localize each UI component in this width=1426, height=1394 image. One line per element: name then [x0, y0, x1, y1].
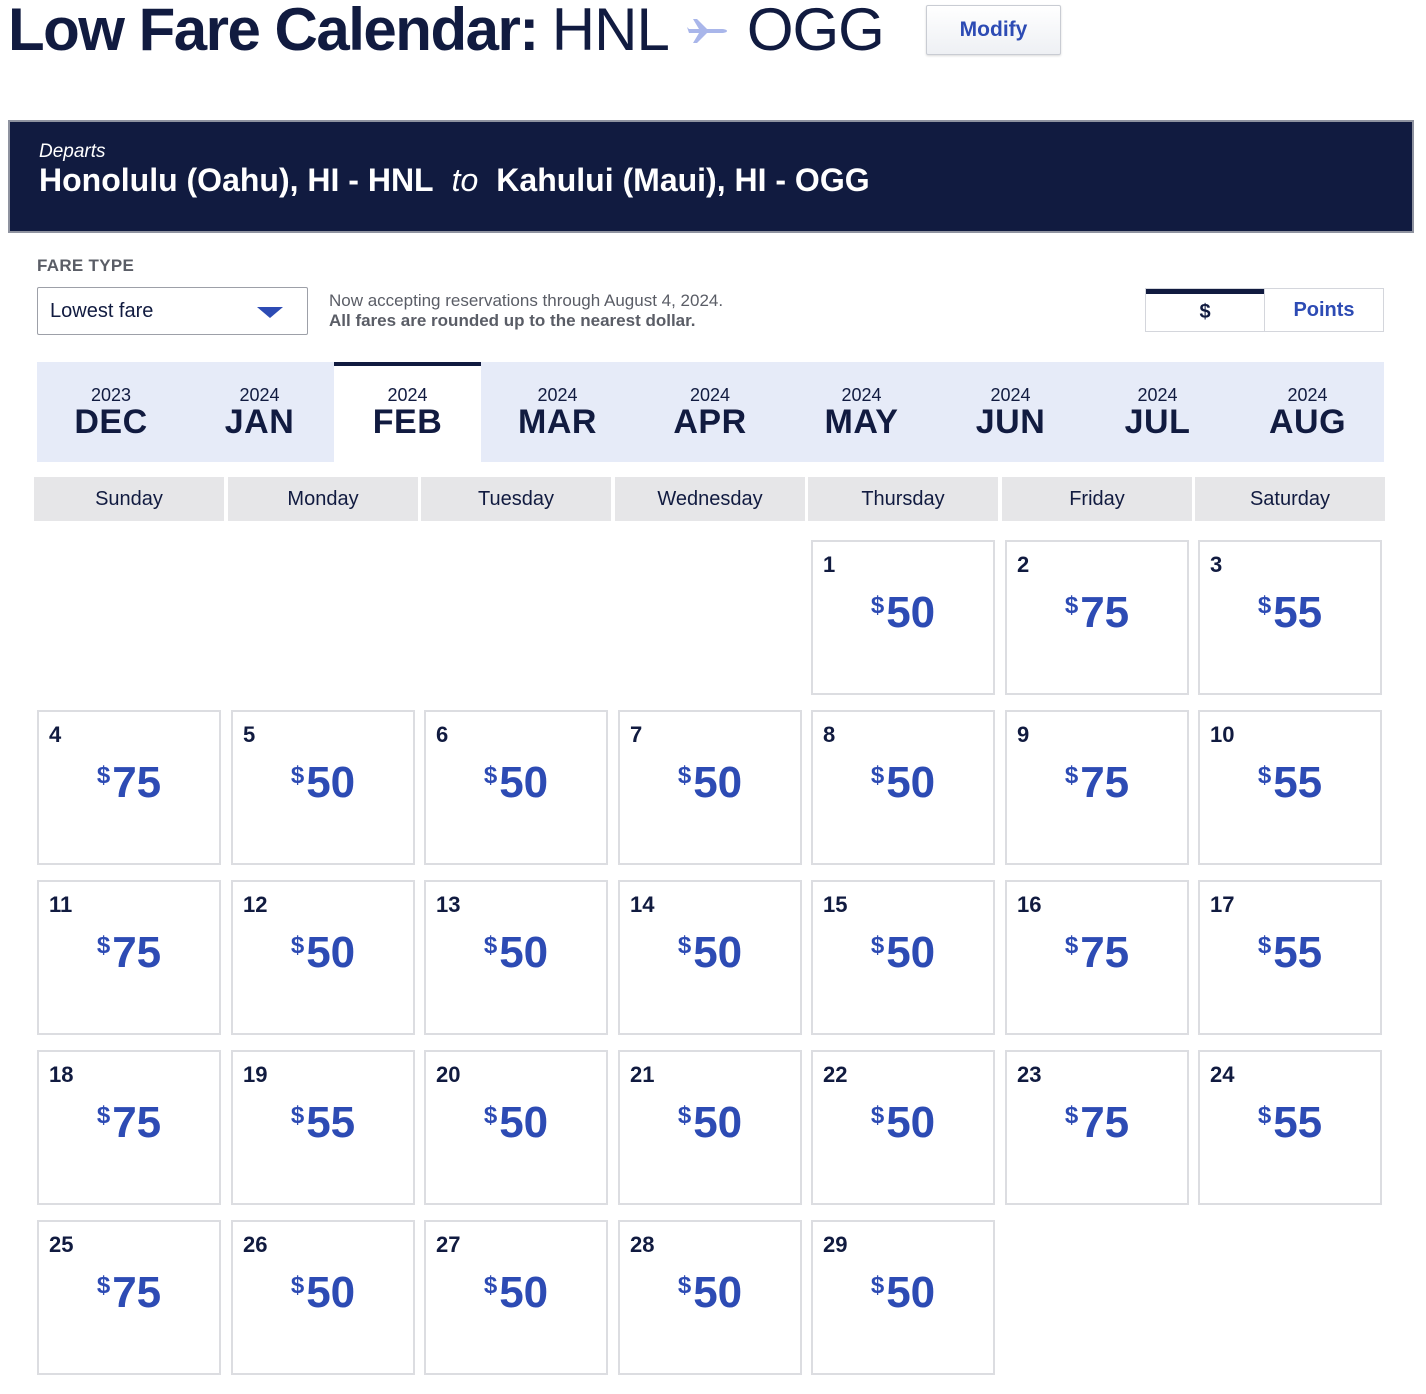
calendar-day-cell[interactable]: [1005, 540, 1189, 695]
route-to-label: to: [451, 162, 479, 198]
day-number: 24: [1210, 1062, 1235, 1087]
price-amount: 50: [306, 928, 356, 977]
weekday-header: [34, 477, 1386, 521]
calendar-day-cell[interactable]: [1005, 880, 1189, 1035]
price-amount: 50: [499, 1268, 549, 1317]
fare-price: [39, 928, 219, 978]
fare-price: [1200, 758, 1380, 808]
month-year: 2024: [1137, 385, 1178, 405]
calendar-day-cell[interactable]: [811, 880, 995, 1035]
price-amount: 55: [1273, 588, 1323, 637]
currency-symbol: $: [870, 762, 885, 789]
month-name: APR: [673, 403, 747, 441]
currency-symbol: $: [290, 1272, 305, 1299]
currency-toggle: [1145, 288, 1384, 332]
month-name: JAN: [224, 403, 295, 441]
currency-symbol: $: [483, 762, 498, 789]
price-amount: 50: [306, 758, 356, 807]
fare-price: [233, 928, 413, 978]
month-year: 2024: [689, 385, 731, 405]
month-tabs: [37, 362, 1384, 462]
fare-type-select[interactable]: [37, 287, 308, 335]
month-year: 2024: [1287, 385, 1328, 405]
modify-button[interactable]: Modify: [926, 5, 1061, 55]
fare-price: [813, 1098, 993, 1148]
fare-price: [233, 758, 413, 808]
calendar-day-cell[interactable]: [1198, 710, 1382, 865]
fare-price: [813, 758, 993, 808]
calendar-day-cell[interactable]: [811, 540, 995, 695]
day-number: 25: [49, 1232, 74, 1257]
tab-month-may[interactable]: [786, 362, 937, 462]
fare-price: [39, 1098, 219, 1148]
currency-symbol: $: [677, 762, 692, 789]
currency-symbol: $: [483, 1102, 498, 1129]
calendar-day-cell[interactable]: [1198, 1050, 1382, 1205]
page-title: Low Fare Calendar:: [8, 0, 538, 63]
price-amount: 55: [306, 1098, 356, 1147]
fare-price: [813, 588, 993, 638]
day-number: 13: [436, 892, 461, 917]
day-number: 3: [1210, 552, 1223, 577]
month-year: 2024: [841, 385, 882, 405]
fare-price: [1200, 588, 1380, 638]
currency-symbol: $: [483, 932, 498, 959]
calendar-day-cell[interactable]: [424, 880, 608, 1035]
currency-symbol: $: [870, 1102, 885, 1129]
currency-symbol: $: [1064, 1102, 1079, 1129]
notice-line-2: All fares are rounded up to the nearest dollar.: [329, 311, 696, 330]
currency-symbol: $: [290, 932, 305, 959]
calendar-day-cell[interactable]: [1198, 880, 1382, 1035]
month-name: FEB: [372, 403, 443, 441]
month-year: 2023: [90, 385, 132, 405]
plane-icon: [687, 9, 729, 51]
weekday-wednesday: Wednesday: [615, 477, 805, 521]
currency-symbol: $: [290, 762, 305, 789]
calendar-day-cell[interactable]: [618, 1050, 802, 1205]
currency-symbol: $: [290, 1102, 305, 1129]
currency-symbol: $: [483, 1272, 498, 1299]
calendar-day-cell[interactable]: [811, 1050, 995, 1205]
currency-symbol: $: [1257, 932, 1272, 959]
price-amount: 50: [693, 928, 743, 977]
fare-type-label: FARE TYPE: [37, 256, 135, 275]
month-year: 2024: [387, 385, 428, 405]
origin-code: HNL: [551, 0, 669, 63]
page-header: [8, 0, 884, 63]
currency-symbol: $: [96, 762, 111, 789]
price-amount: 50: [499, 758, 549, 807]
currency-symbol: $: [96, 932, 111, 959]
price-amount: 50: [886, 588, 936, 637]
day-number: 15: [823, 892, 848, 917]
fare-price: [39, 1268, 219, 1318]
day-number: 6: [436, 722, 449, 747]
points-toggle[interactable]: Points: [1264, 289, 1383, 331]
currency-symbol: $: [1257, 1102, 1272, 1129]
calendar-day-cell[interactable]: [811, 1220, 995, 1375]
destination-code: OGG: [746, 0, 884, 63]
price-amount: 75: [1080, 588, 1130, 637]
fare-price: [620, 758, 800, 808]
day-number: 11: [49, 892, 73, 917]
tab-month-feb[interactable]: [334, 362, 481, 462]
weekday-monday: Monday: [228, 477, 418, 521]
tab-month-aug[interactable]: [1231, 362, 1384, 462]
month-name: MAY: [824, 403, 899, 441]
day-number: 10: [1210, 722, 1235, 747]
price-amount: 75: [112, 928, 162, 977]
day-number: 7: [630, 722, 643, 747]
tab-month-dec[interactable]: [37, 362, 185, 462]
weekday-saturday: Saturday: [1195, 477, 1385, 521]
calendar-day-cell[interactable]: [37, 1220, 221, 1375]
currency-symbol: $: [1064, 762, 1079, 789]
fare-type-value: Lowest fare: [50, 299, 154, 322]
day-number: 16: [1017, 892, 1042, 917]
fare-price: [39, 758, 219, 808]
weekday-friday: Friday: [1002, 477, 1192, 521]
calendar-day-cell[interactable]: [618, 710, 802, 865]
weekday-tuesday: Tuesday: [421, 477, 611, 521]
month-name: MAR: [518, 403, 597, 441]
fare-price: [620, 928, 800, 978]
fare-price: [1200, 1098, 1380, 1148]
day-number: 5: [243, 722, 256, 747]
calendar-day-cell[interactable]: [231, 710, 415, 865]
calendar-day-cell[interactable]: [811, 710, 995, 865]
price-amount: 50: [499, 928, 549, 977]
price-amount: 75: [112, 1268, 162, 1317]
price-amount: 50: [886, 1268, 936, 1317]
fare-price: [1007, 928, 1187, 978]
calendar-day-cell[interactable]: [618, 880, 802, 1035]
currency-symbol: $: [870, 932, 885, 959]
currency-symbol: $: [677, 1272, 692, 1299]
month-name: JUL: [1124, 403, 1191, 441]
calendar-day-cell[interactable]: [37, 710, 221, 865]
price-amount: 75: [1080, 928, 1130, 977]
day-number: 9: [1017, 722, 1030, 747]
fare-price: [426, 1268, 606, 1318]
day-number: 4: [49, 722, 62, 747]
currency-symbol: $: [677, 1102, 692, 1129]
calendar-day-cell[interactable]: [424, 710, 608, 865]
month-year: 2024: [537, 385, 578, 405]
price-amount: 75: [1080, 758, 1130, 807]
chevron-down-icon: [257, 307, 283, 318]
price-amount: 50: [886, 758, 936, 807]
day-number: 23: [1017, 1062, 1042, 1087]
currency-symbol: $: [1257, 762, 1272, 789]
fare-price: [1200, 928, 1380, 978]
day-number: 1: [823, 552, 836, 577]
day-number: 19: [243, 1062, 268, 1087]
fare-price: [1007, 758, 1187, 808]
calendar-day-cell[interactable]: [231, 1050, 415, 1205]
route-line: [39, 162, 870, 199]
price-amount: 50: [499, 1098, 549, 1147]
day-number: 17: [1210, 892, 1235, 917]
dollars-toggle[interactable]: $: [1146, 289, 1264, 331]
tab-month-mar[interactable]: [481, 362, 634, 462]
calendar-day-cell[interactable]: [231, 880, 415, 1035]
calendar-day-cell[interactable]: [37, 1050, 221, 1205]
fare-price: [620, 1098, 800, 1148]
calendar-day-cell[interactable]: [1005, 1050, 1189, 1205]
day-number: 26: [243, 1232, 268, 1257]
currency-symbol: $: [1064, 592, 1079, 619]
tab-month-apr[interactable]: [634, 362, 786, 462]
tab-month-jan[interactable]: [185, 362, 334, 462]
day-number: 29: [823, 1232, 848, 1257]
fare-price: [813, 928, 993, 978]
price-amount: 50: [886, 928, 936, 977]
fare-price: [813, 1268, 993, 1318]
calendar-day-cell[interactable]: [424, 1220, 608, 1375]
price-amount: 50: [693, 758, 743, 807]
reservation-notice: [329, 291, 723, 331]
month-name: JUN: [975, 403, 1046, 441]
day-number: 18: [49, 1062, 74, 1087]
route-destination: Kahului (Maui), HI - OGG: [496, 162, 870, 198]
departs-label: Departs: [39, 141, 106, 162]
day-number: 27: [436, 1232, 461, 1257]
currency-symbol: $: [1257, 592, 1272, 619]
calendar-day-cell[interactable]: [1005, 710, 1189, 865]
price-amount: 55: [1273, 758, 1323, 807]
route-banner: [8, 120, 1414, 233]
fare-price: [620, 1268, 800, 1318]
price-amount: 75: [112, 758, 162, 807]
price-amount: 55: [1273, 1098, 1323, 1147]
currency-symbol: $: [96, 1102, 111, 1129]
day-number: 20: [436, 1062, 461, 1087]
weekday-thursday: Thursday: [808, 477, 998, 521]
weekday-sunday: Sunday: [34, 477, 224, 521]
calendar-day-cell[interactable]: [424, 1050, 608, 1205]
fare-price: [426, 758, 606, 808]
route-origin: Honolulu (Oahu), HI - HNL: [39, 162, 434, 198]
month-year: 2024: [990, 385, 1031, 405]
price-amount: 55: [1273, 928, 1323, 977]
currency-symbol: $: [1064, 932, 1079, 959]
currency-symbol: $: [96, 1272, 111, 1299]
day-number: 14: [630, 892, 655, 917]
currency-symbol: $: [677, 932, 692, 959]
price-amount: 75: [1080, 1098, 1130, 1147]
price-amount: 50: [693, 1268, 743, 1317]
day-number: 2: [1017, 552, 1030, 577]
month-year: 2024: [239, 385, 280, 405]
fare-price: [1007, 1098, 1187, 1148]
currency-symbol: $: [870, 592, 885, 619]
price-amount: 75: [112, 1098, 162, 1147]
currency-symbol: $: [870, 1272, 885, 1299]
calendar-day-cell[interactable]: [37, 880, 221, 1035]
calendar-day-cell[interactable]: [231, 1220, 415, 1375]
tab-month-jun[interactable]: [937, 362, 1084, 462]
price-amount: 50: [306, 1268, 356, 1317]
fare-price: [1007, 588, 1187, 638]
day-number: 12: [243, 892, 268, 917]
month-name: DEC: [74, 403, 148, 441]
price-amount: 50: [693, 1098, 743, 1147]
price-amount: 50: [886, 1098, 936, 1147]
fare-price: [426, 928, 606, 978]
day-number: 28: [630, 1232, 655, 1257]
calendar-day-cell[interactable]: [618, 1220, 802, 1375]
calendar-day-cell[interactable]: [1198, 540, 1382, 695]
tab-month-jul[interactable]: [1084, 362, 1231, 462]
day-number: 8: [823, 722, 836, 747]
fare-price: [233, 1268, 413, 1318]
fare-price: [233, 1098, 413, 1148]
notice-line-1: Now accepting reservations through August 4, 2024.: [329, 291, 724, 310]
day-number: 22: [823, 1062, 848, 1087]
day-number: 21: [630, 1062, 655, 1087]
fare-price: [426, 1098, 606, 1148]
month-name: AUG: [1268, 403, 1347, 441]
